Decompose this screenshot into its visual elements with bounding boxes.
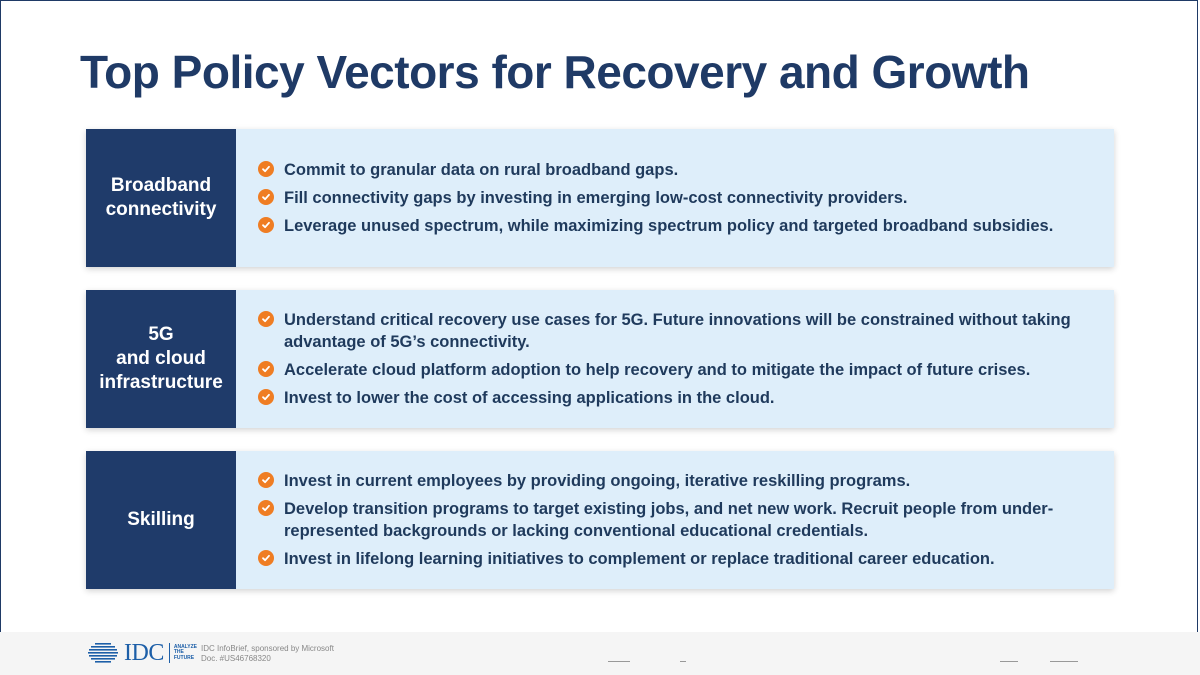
bullet-text: Leverage unused spectrum, while maximizing spectrum policy and targeted broadband subsidies. xyxy=(284,217,1054,235)
bullet-text: Commit to granular data on rural broadband gaps. xyxy=(284,161,679,179)
bullet-text: Invest to lower the cost of accessing applications in the cloud. xyxy=(284,389,775,407)
bullet-text: Understand critical recovery use cases for 5G. Future innovations will be constrained without taking advantage of 5G’s connectivity. xyxy=(284,311,1071,351)
checkmark-icon xyxy=(258,550,274,566)
bullet-text: Develop transition programs to target existing jobs, and net new work. Recruit people from under-represented backgrounds or lacking conventional educational credentials. xyxy=(284,500,1054,540)
bullet-item xyxy=(258,359,1094,381)
footer-mark xyxy=(680,661,686,662)
bullet-text: Accelerate cloud platform adoption to help recovery and to mitigate the impact of future crises. xyxy=(284,361,1031,379)
checkmark-icon xyxy=(258,311,274,327)
card-body xyxy=(236,290,1114,428)
footer-mark xyxy=(608,661,630,662)
card-label: Skilling xyxy=(86,451,236,589)
checkmark-icon xyxy=(258,217,274,233)
card-label: 5G and cloud infrastructure xyxy=(86,290,236,428)
idc-logo xyxy=(86,642,198,664)
bullet-text: Invest in lifelong learning initiatives to complement or replace traditional career education. xyxy=(284,550,995,568)
card-label: Broadband connectivity xyxy=(86,129,236,267)
footer-citation xyxy=(201,644,334,664)
policy-card-skilling xyxy=(86,451,1114,589)
footer-sponsor-line: IDC InfoBrief, sponsored by Microsoft xyxy=(201,644,334,653)
card-body xyxy=(236,451,1114,589)
bullet-text: Fill connectivity gaps by investing in emerging low-cost connectivity providers. xyxy=(284,189,908,207)
slide-title: Top Policy Vectors for Recovery and Growth xyxy=(80,46,1030,98)
checkmark-icon xyxy=(258,500,274,516)
logo-divider xyxy=(169,643,170,663)
globe-icon xyxy=(86,642,120,664)
bullet-item xyxy=(258,215,1094,237)
bullet-text: Invest in current employees by providing ongoing, iterative reskilling programs. xyxy=(284,472,911,490)
footer-mark xyxy=(1000,661,1018,662)
bullet-item xyxy=(258,498,1094,542)
bullet-item xyxy=(258,470,1094,492)
bullet-item xyxy=(258,187,1094,209)
card-body xyxy=(236,129,1114,267)
checkmark-icon xyxy=(258,389,274,405)
bullet-item xyxy=(258,159,1094,181)
footer-doc-number: Doc. #US46768320 xyxy=(201,654,271,663)
bullet-item xyxy=(258,548,1094,570)
policy-card-broadband xyxy=(86,129,1114,267)
checkmark-icon xyxy=(258,161,274,177)
checkmark-icon xyxy=(258,189,274,205)
checkmark-icon xyxy=(258,361,274,377)
logo-wordmark: IDC xyxy=(124,640,164,666)
footer-mark xyxy=(1050,661,1078,662)
checkmark-icon xyxy=(258,472,274,488)
policy-card-5g-cloud xyxy=(86,290,1114,428)
bullet-item xyxy=(258,309,1094,353)
logo-tagline: ANALYZE THE FUTURE xyxy=(173,643,197,661)
bullet-item xyxy=(258,387,1094,409)
